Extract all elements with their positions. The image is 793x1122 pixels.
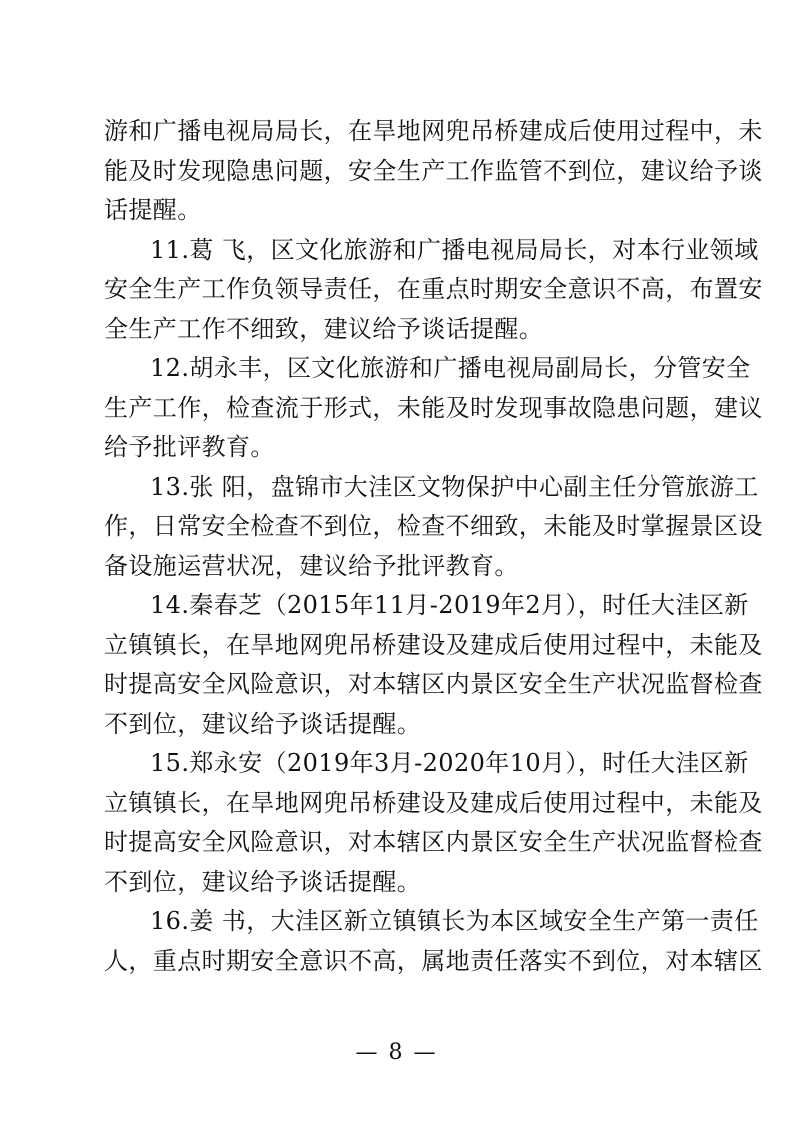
text-line: 能及时发现隐患问题，安全生产工作监管不到位，建议给予谈 <box>104 156 763 185</box>
text-line: 时提高安全风险意识，对本辖区内景区安全生产状况监督检查 <box>104 828 763 856</box>
document-body <box>104 112 763 981</box>
paragraph-16-start: 16.姜 书，大洼区新立镇镇长为本区域安全生产第一责任 <box>150 907 759 935</box>
paragraph-12-start: 12.胡永丰，区文化旅游和广播电视局副局长，分管安全 <box>150 354 751 382</box>
page-number: — 8 — <box>355 1040 438 1065</box>
text-line: 时提高安全风险意识，对本辖区内景区安全生产状况监督检查 <box>104 670 763 698</box>
paragraph-15-start: 15.郑永安（2019年3月-2020年10月），时任大洼区新 <box>150 749 749 777</box>
text-line: 立镇镇长，在旱地网兜吊桥建设及建成后使用过程中，未能及 <box>104 788 763 817</box>
text-line: 作，日常安全检查不到位，检查不细致，未能及时掌握景区设 <box>104 512 763 540</box>
text-line: 生产工作，检查流于形式，未能及时发现事故隐患问题，建议 <box>104 393 763 422</box>
text-line: 备设施运营状况，建议给予批评教育。 <box>104 551 519 580</box>
paragraph-11-start: 11.葛 飞，区文化旅游和广播电视局局长，对本行业领域 <box>150 235 759 264</box>
text-line: 游和广播电视局局长，在旱地网兜吊桥建成后使用过程中，未 <box>104 117 763 145</box>
paragraph-13-start: 13.张 阳，盘锦市大洼区文物保护中心副主任分管旅游工 <box>150 472 759 501</box>
text-line: 给予批评教育。 <box>104 433 275 461</box>
text-line: 不到位，建议给予谈话提醒。 <box>104 709 422 738</box>
text-line: 人，重点时期安全意识不高，属地责任落实不到位，对本辖区 <box>104 946 763 975</box>
text-line: 全生产工作不细致，建议给予谈话提醒。 <box>104 314 544 343</box>
text-line: 立镇镇长，在旱地网兜吊桥建设及建成后使用过程中，未能及 <box>104 630 763 659</box>
text-line: 安全生产工作负领导责任，在重点时期安全意识不高，布置安 <box>104 275 763 303</box>
text-line: 不到位，建议给予谈话提醒。 <box>104 867 422 896</box>
paragraph-14-start: 14.秦春芝（2015年11月-2019年2月），时任大洼区新 <box>150 591 749 619</box>
text-line: 话提醒。 <box>104 196 202 224</box>
